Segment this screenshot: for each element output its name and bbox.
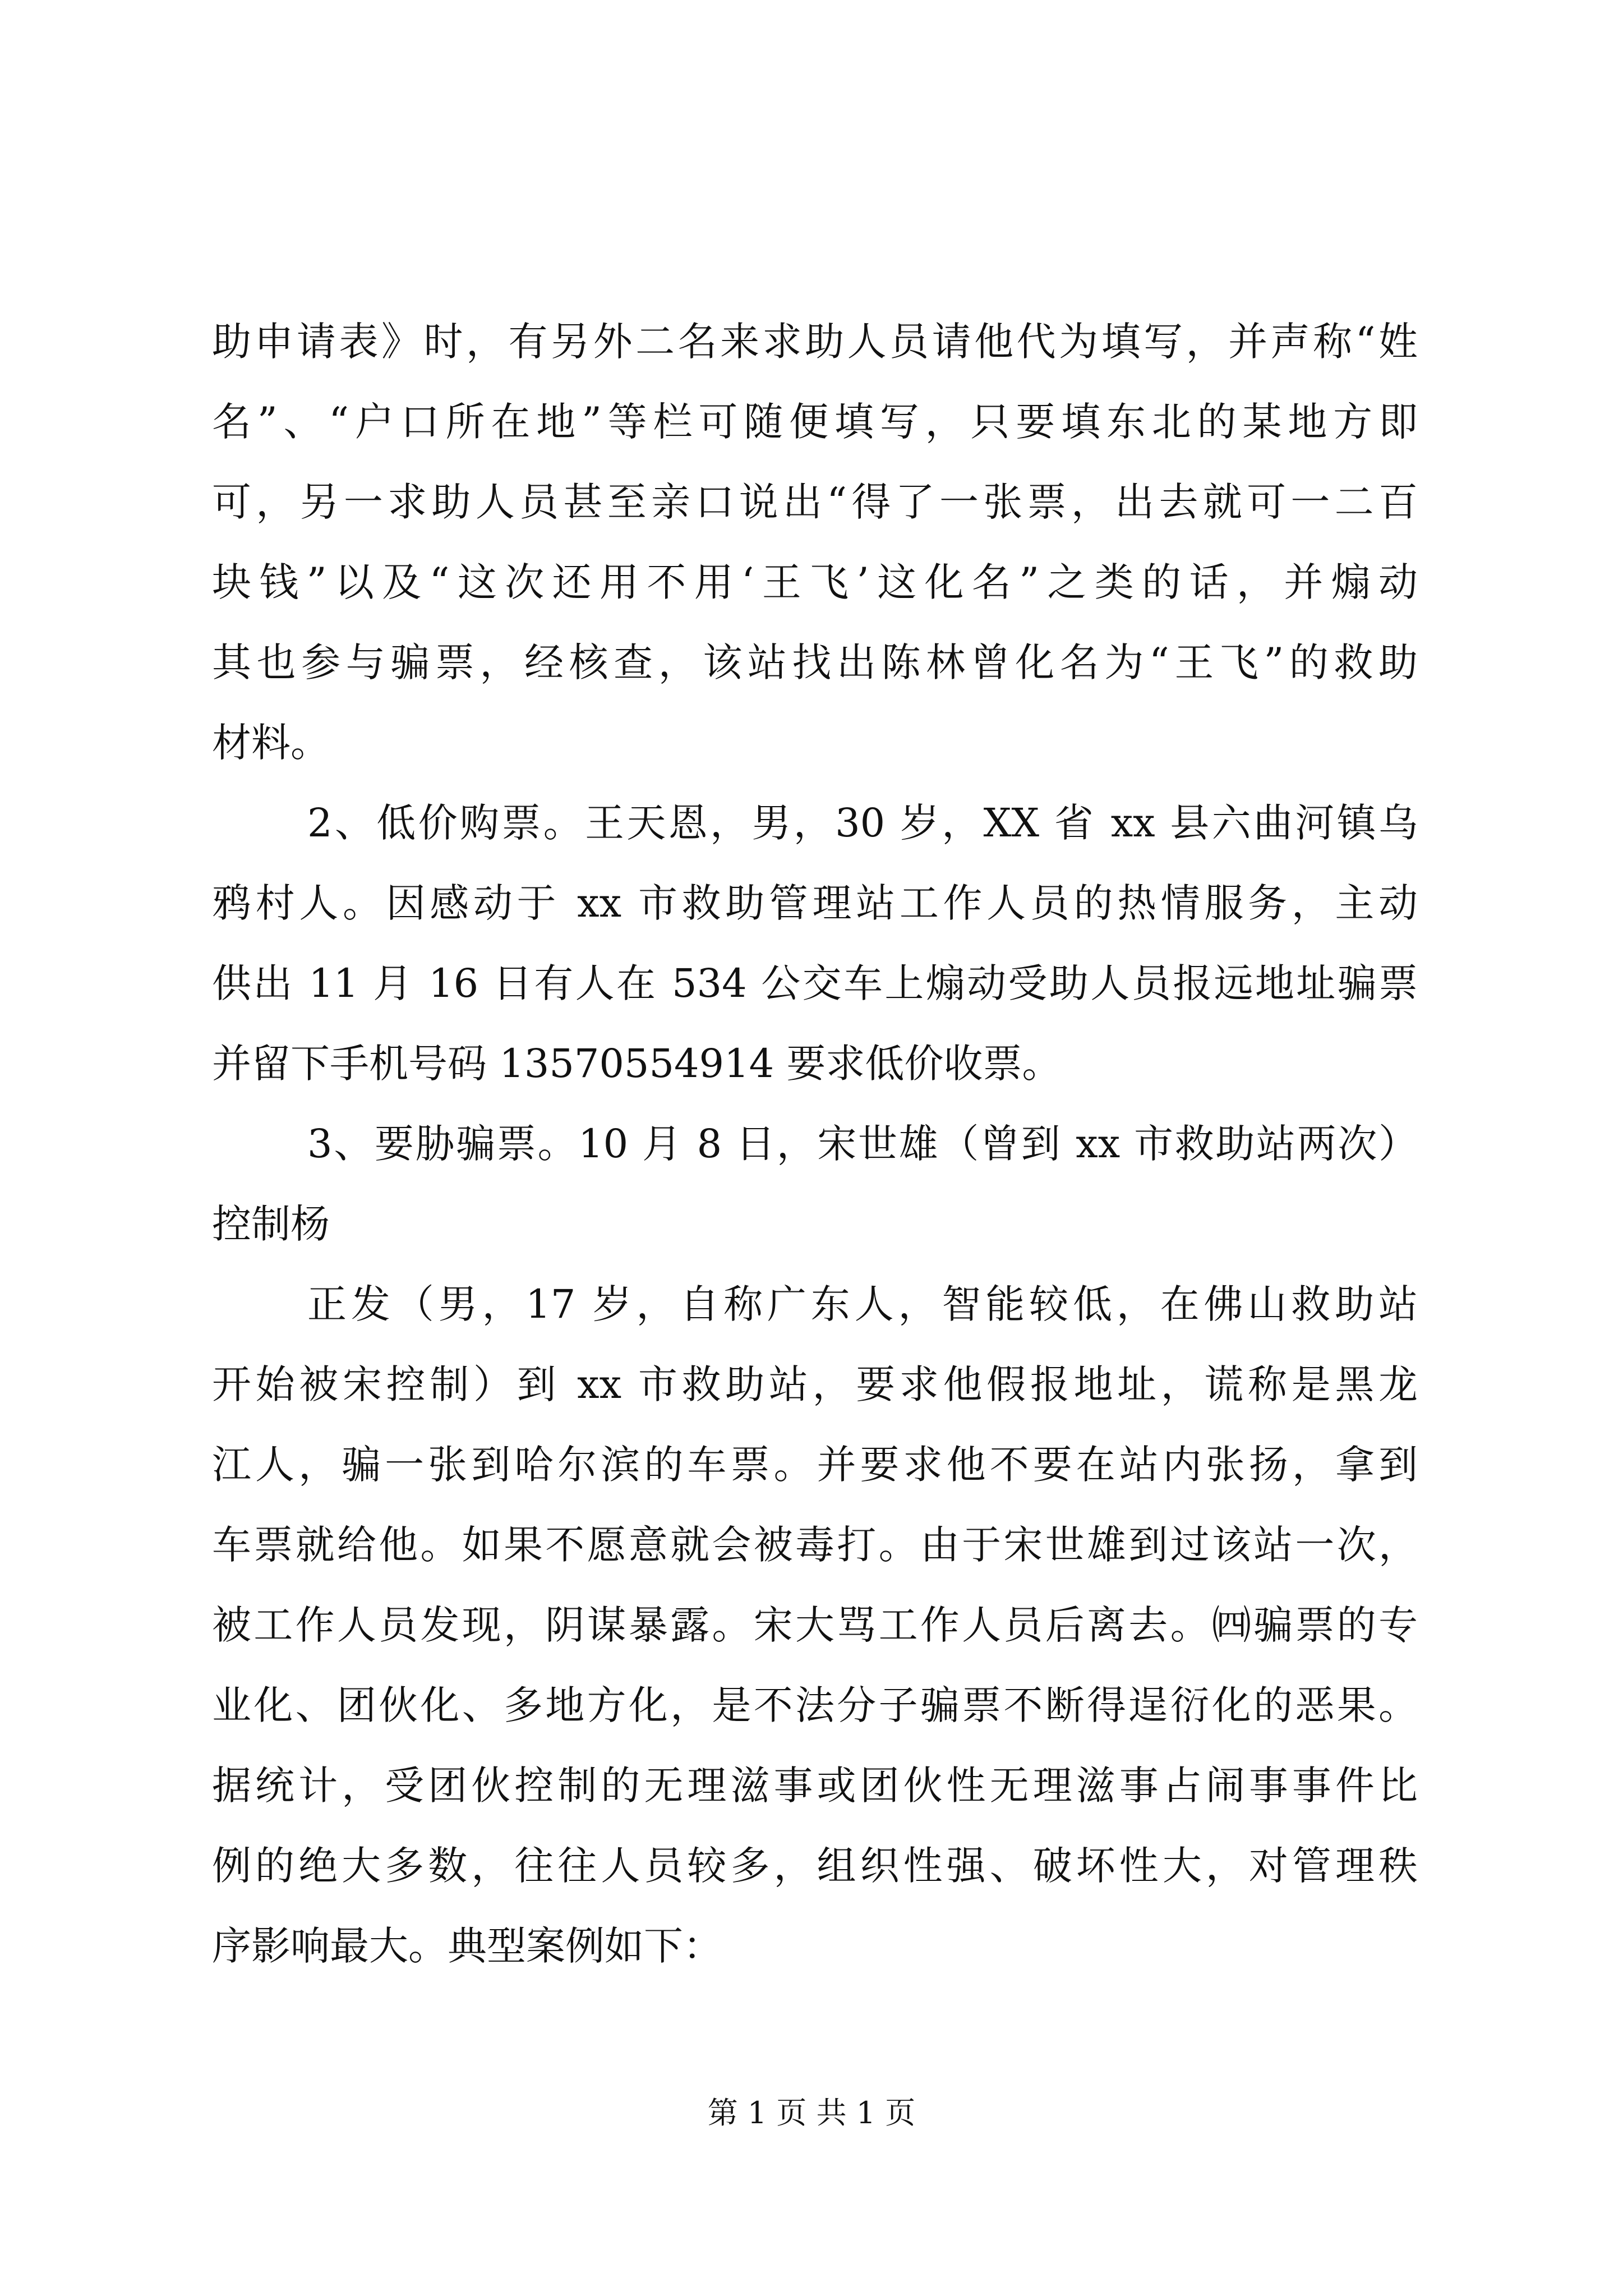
text-line: 名”、“户口所在地”等栏可随便填写，只要填东北的某地方即 — [212, 399, 1418, 445]
text-line: 助申请表》时，有另外二名来求助人员请他代为填写，并声称“姓 — [212, 319, 1418, 365]
text-line: 江人，骗一张到哈尔滨的车票。并要求他不要在站内张扬，拿到 — [212, 1442, 1418, 1488]
text-line: 其也参与骗票，经核查，该站找出陈林曾化名为“王飞”的救助 — [212, 639, 1418, 685]
text-line: 据统计，受团伙控制的无理滋事或团伙性无理滋事占闹事事件比 — [212, 1763, 1418, 1809]
text-line: 3、要胁骗票。10 月 8 日，宋世雄（曾到 xx 市救助站两次） — [307, 1121, 1418, 1167]
text-line: 2、低价购票。王天恩，男，30 岁，XX 省 xx 县六曲河镇乌 — [307, 800, 1418, 846]
text-line: 供出 11 月 16 日有人在 534 公交车上煽动受助人员报远地址骗票 — [212, 960, 1418, 1006]
text-line: 例的绝大多数，往往人员较多，组织性强、破坏性大，对管理秩 — [212, 1843, 1418, 1889]
text-line: 材料。 — [212, 720, 330, 766]
text-line: 控制杨 — [212, 1201, 330, 1247]
text-line: 序影响最大。典型案例如下： — [212, 1923, 722, 1969]
text-line: 被工作人员发现，阴谋暴露。宋大骂工作人员后离去。㈣骗票的专 — [212, 1602, 1418, 1648]
text-line: 正发（男，17 岁，自称广东人，智能较低，在佛山救助站 — [307, 1281, 1418, 1327]
text-line: 并留下手机号码 13570554914 要求低价收票。 — [212, 1041, 1062, 1087]
text-line: 可，另一求助人员甚至亲口说出“得了一张票，出去就可一二百 — [212, 479, 1418, 525]
text-line: 块钱”以及“这次还用不用‘王飞’这化名”之类的话，并煽动 — [212, 559, 1418, 605]
text-line: 鸦村人。因感动于 xx 市救助管理站工作人员的热情服务，主动 — [212, 880, 1418, 926]
text-line: 开始被宋控制）到 xx 市救助站，要求他假报地址，谎称是黑龙 — [212, 1361, 1418, 1407]
text-line: 车票就给他。如果不愿意就会被毒打。由于宋世雄到过该站一次， — [212, 1522, 1418, 1568]
document-body — [212, 302, 1418, 1986]
page-number-footer: 第 1 页 共 1 页 — [707, 2095, 916, 2131]
text-line: 业化、团伙化、多地方化，是不法分子骗票不断得逞衍化的恶果。 — [212, 1682, 1418, 1728]
